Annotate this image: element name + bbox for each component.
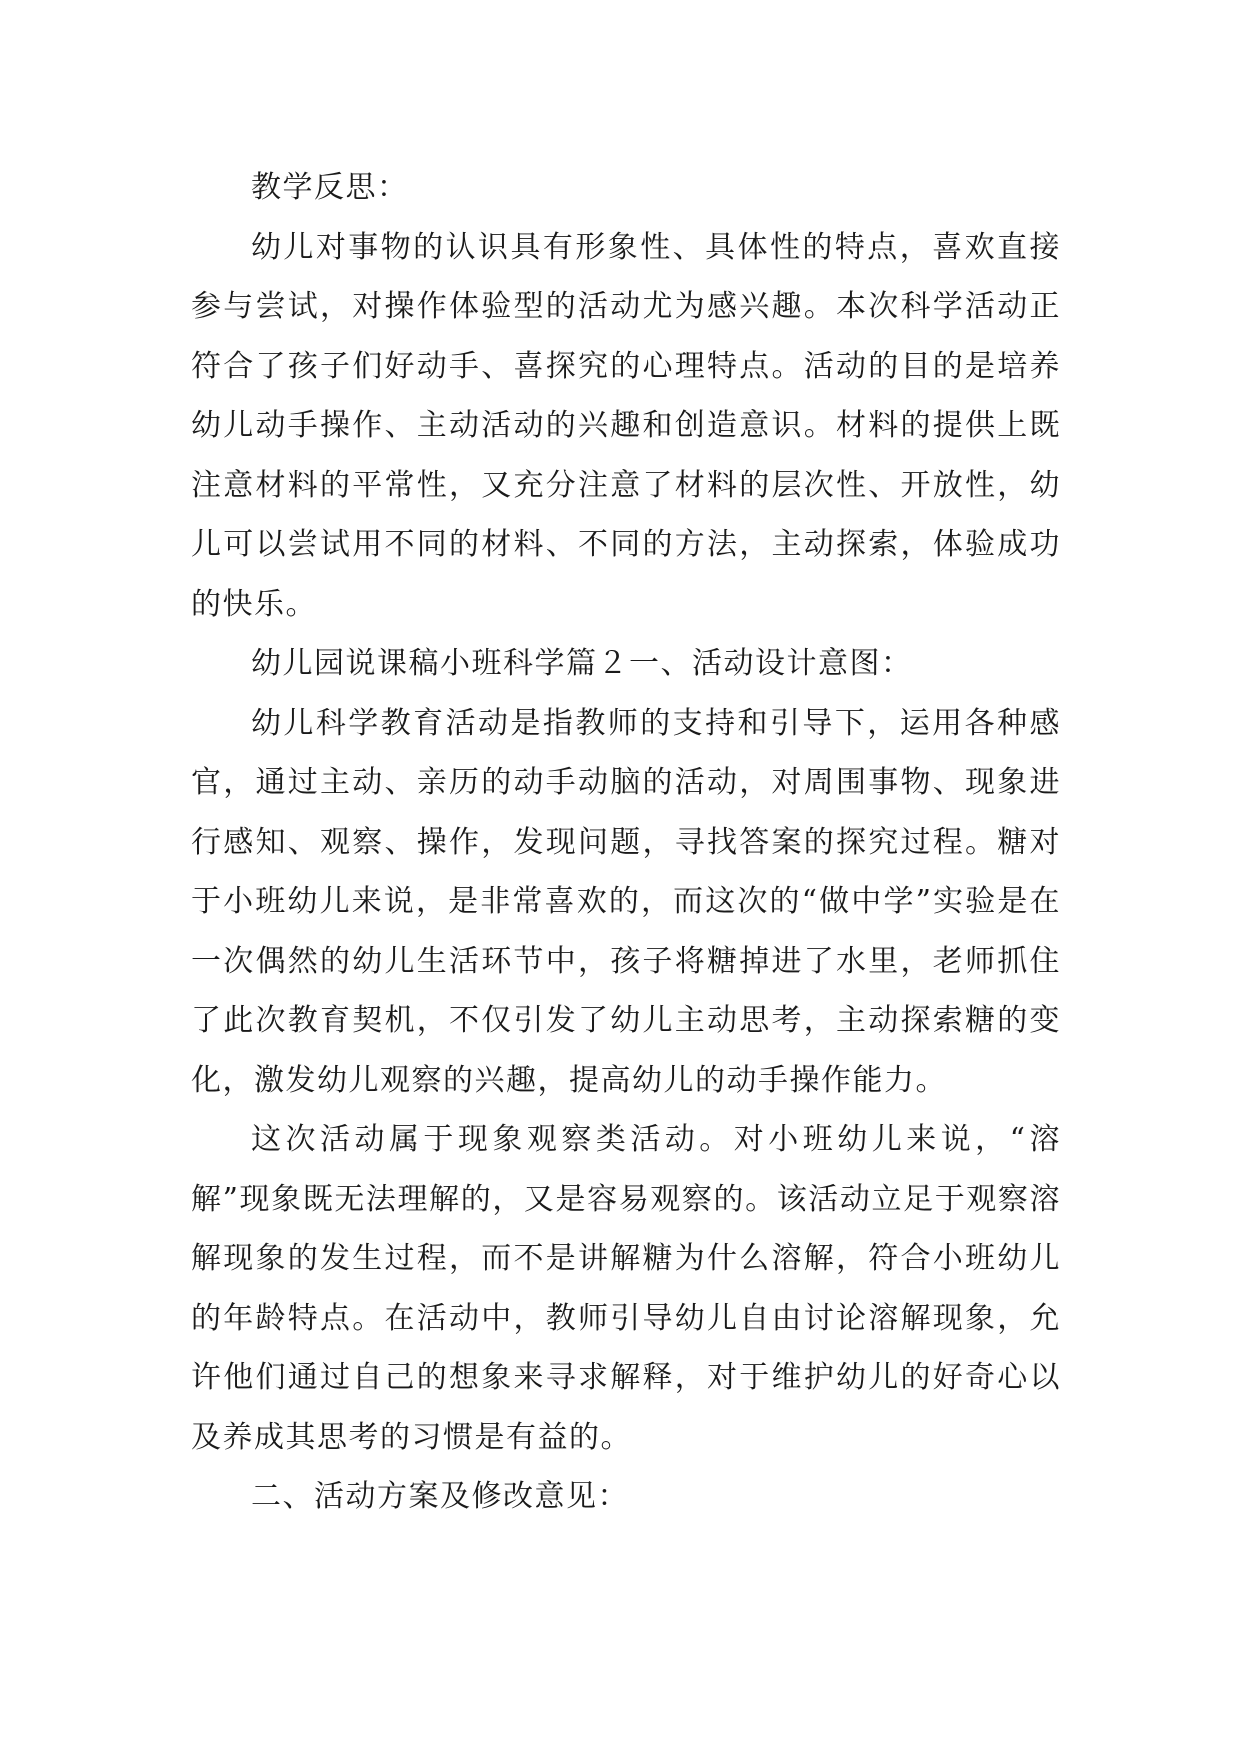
paragraph-heading-reflection: 教学反思： — [251, 170, 409, 205]
paragraph-design-intent: 幼儿科学教育活动是指教师的支持和引导下，运用各种感官，通过主动、亲历的动手动脑的活动，对周围事物、现象进行感知、观察、操作，发现问题，寻找答案的探究过程。糖对于小班幼儿来说，是非常喜欢的，而这次的“做中学”实验是在一次偶然的幼儿生活环节中，孩子将糖掉进了水里，老师抓住了此次教育契机，不仅引发了幼儿主动思考，主动探索糖的变化，激发幼儿观察的兴趣，提高幼儿的动手操作能力。 — [191, 705, 1061, 1098]
paragraph-reflection-body: 幼儿对事物的认识具有形象性、具体性的特点，喜欢直接参与尝试，对操作体验型的活动尤为感兴趣。本次科学活动正符合了孩子们好动手、喜探究的心理特点。活动的目的是培养幼儿动手操作、主动活动的兴趣和创造意识。材料的提供上既注意材料的平常性，又充分注意了材料的层次性、开放性，幼儿可以尝试用不同的材料、不同的方法，主动探索，体验成功的快乐。 — [191, 229, 1061, 622]
paragraph-section-title: 幼儿园说课稿小班科学篇２一、活动设计意图： — [251, 646, 913, 681]
paragraph-activity-type: 这次活动属于现象观察类活动。对小班幼儿来说，“溶解”现象既无法理解的，又是容易观察的。该活动立足于观察溶解现象的发生过程，而不是讲解糖为什么溶解，符合小班幼儿的年龄特点。在活动中，教师引导幼儿自由讨论溶解现象，允许他们通过自己的想象来寻求解释，对于维护幼儿的好奇心以及养成其思考的习惯是有益的。 — [191, 1122, 1061, 1455]
document-page — [191, 158, 1061, 1527]
paragraph-heading-plan: 二、活动方案及修改意见： — [251, 1479, 629, 1514]
